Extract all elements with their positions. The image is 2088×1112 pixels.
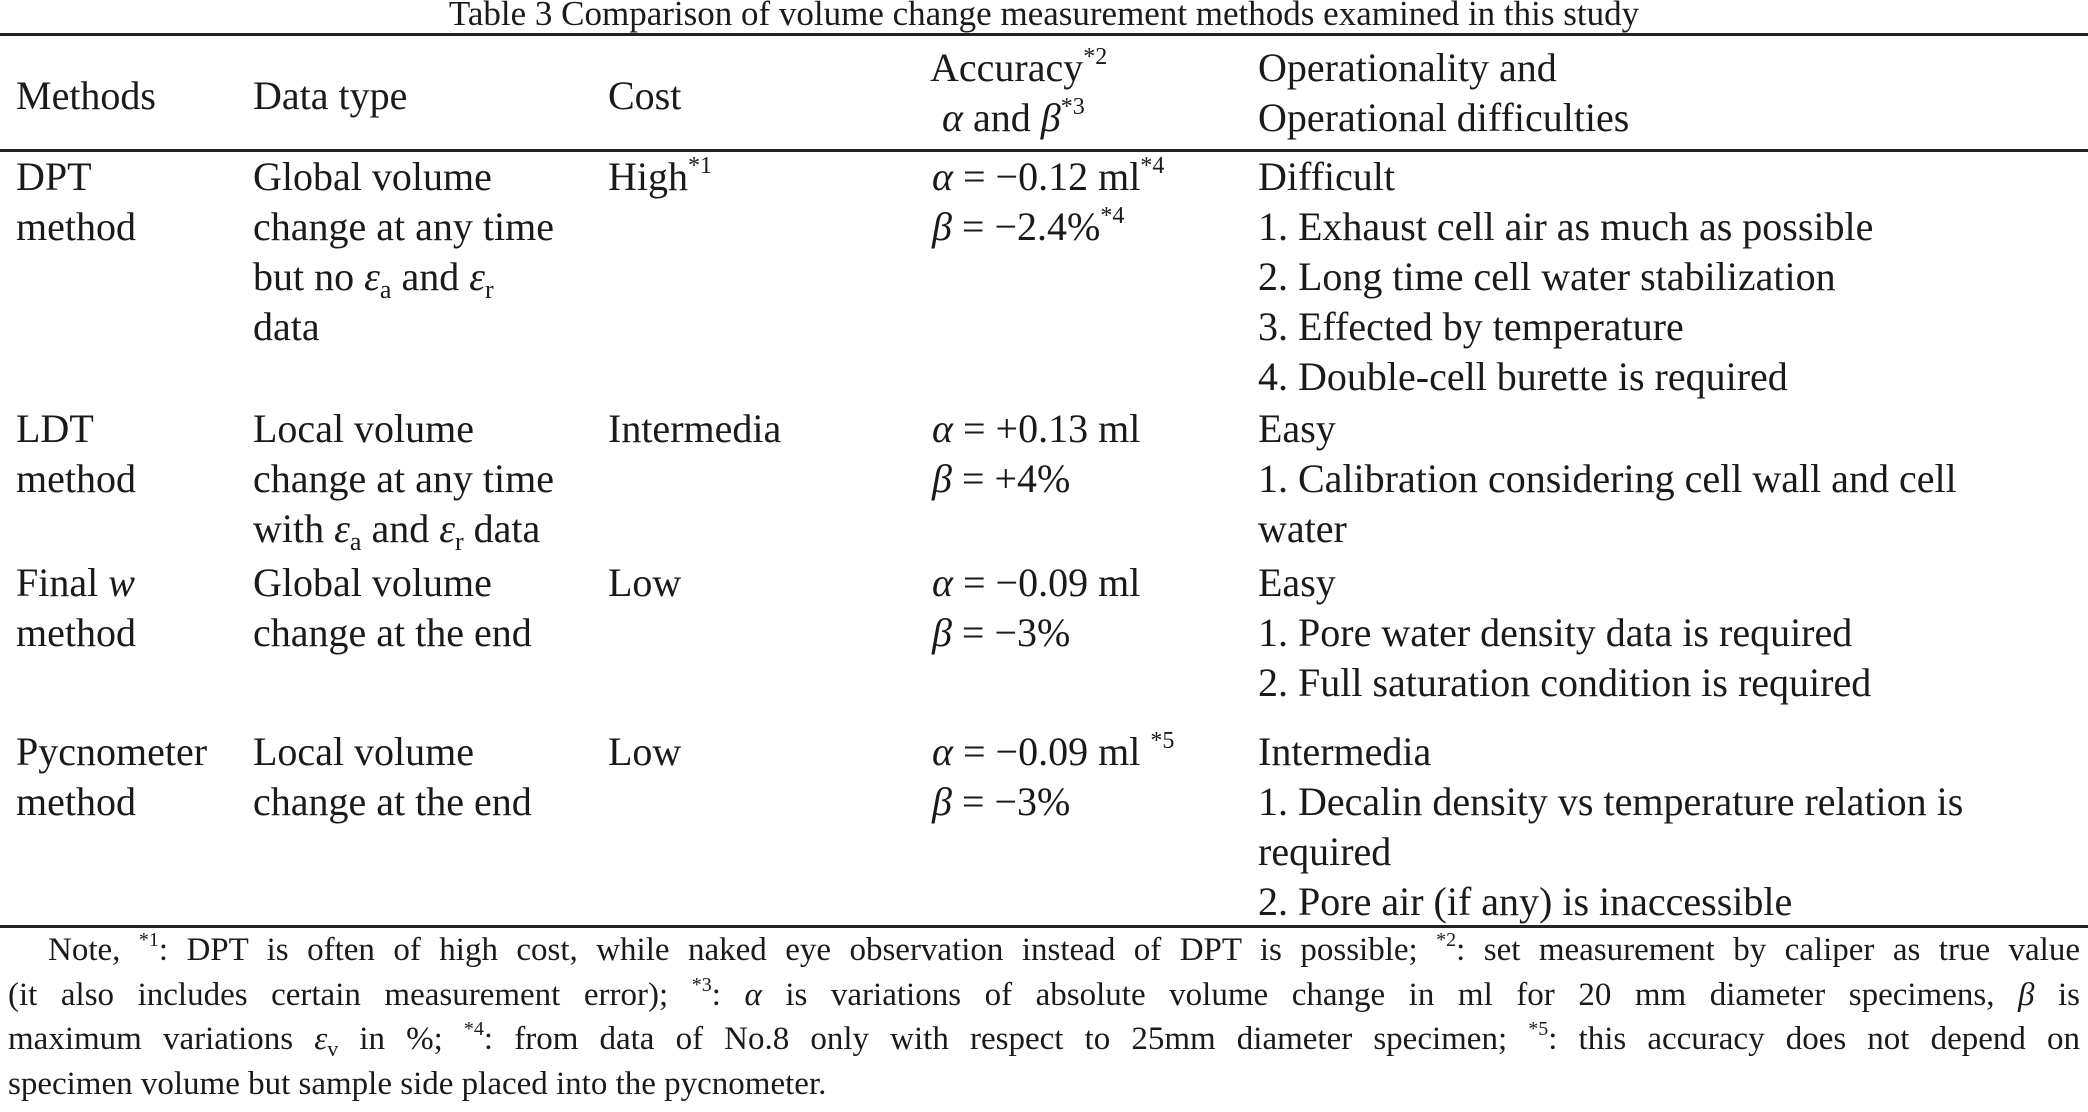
row-final-w-cost: Low xyxy=(608,560,682,605)
row-dpt-accuracy: α = −0.12 $ml^{*4}$ β = −2.4%$^{*4}$ xyxy=(932,153,1165,249)
row-dpt-method: DPT method xyxy=(16,154,136,249)
row-pycnometer-accuracy: α = −0.09 ml $^{*5}$ β = −3% xyxy=(932,728,1175,824)
row-pycnometer-operationality: Intermedia 1. Decalin density vs temperature relation is required 2. Pore air (if any) is inaccessible xyxy=(1258,729,1964,924)
row-ldt-operationality: Easy 1. Calibration considering cell wall and cell water xyxy=(1258,406,1957,551)
row-final-w-method: Final w method xyxy=(16,560,136,655)
row-pycnometer-data-type: Local volume change at the end xyxy=(253,729,532,824)
row-pycnometer-cost: Low xyxy=(608,729,682,774)
header-accuracy: Accuracy$^{*2}$ α and $\beta^{*3}$ xyxy=(930,44,1108,140)
table-top-rule xyxy=(0,33,2088,36)
header-methods: Methods xyxy=(16,73,156,118)
row-ldt-data-type: Local volume change at any time with $\varepsilon_a$ and $\varepsilon_r$ data xyxy=(253,406,554,556)
row-pycnometer-method: Pycnometer method xyxy=(16,729,208,824)
row-ldt-accuracy: α = +0.13 ml β = +4% xyxy=(932,406,1141,501)
row-final-w-data-type: Global volume change at the end xyxy=(253,560,532,655)
header-data-type: Data type xyxy=(253,73,408,118)
row-final-w-accuracy: α = −0.09 ml β = −3% xyxy=(932,560,1141,655)
row-ldt-method: LDT method xyxy=(16,406,136,501)
row-dpt-data-type: Global volume change at any time but no $\varepsilon_a$ and $\varepsilon_r$ data xyxy=(253,154,554,349)
row-dpt-operationality: Difficult 1. Exhaust cell air as much as possible 2. Long time cell water stabilization 3. Effected by temperature 4. Double-cell burette is required xyxy=(1258,154,1874,399)
row-ldt-cost: Intermedia xyxy=(608,406,782,451)
table-caption: Table 3 Comparison of volume change measurement methods examined in this study xyxy=(448,0,1640,33)
header-operationality: Operationality and Operational difficulties xyxy=(1258,45,1630,140)
table-footnote: Note, $^{*1}$: DPT is often of high cost, while naked eye observation instead of DPT is possible; $^{*2}$: set measurement by caliper as true value (it also includes certain measurement error); $^{*3}$: α is variations of absolute volume change in ml for 20 mm diameter specimens, β is maximum variations $\varepsilon_v$ in %; $^{*4}$: from data of No.8 only with respect to 25mm diameter specimen; $^{*5}$: this accuracy does not depend on specimen volume but sample side placed into the pycnometer. xyxy=(8,929,2081,1102)
header-cost: Cost xyxy=(608,73,682,118)
row-dpt-cost: High$^{*1}$ xyxy=(608,153,712,199)
row-final-w-operationality: Easy 1. Pore water density data is required 2. Full saturation condition is required xyxy=(1258,560,1872,705)
